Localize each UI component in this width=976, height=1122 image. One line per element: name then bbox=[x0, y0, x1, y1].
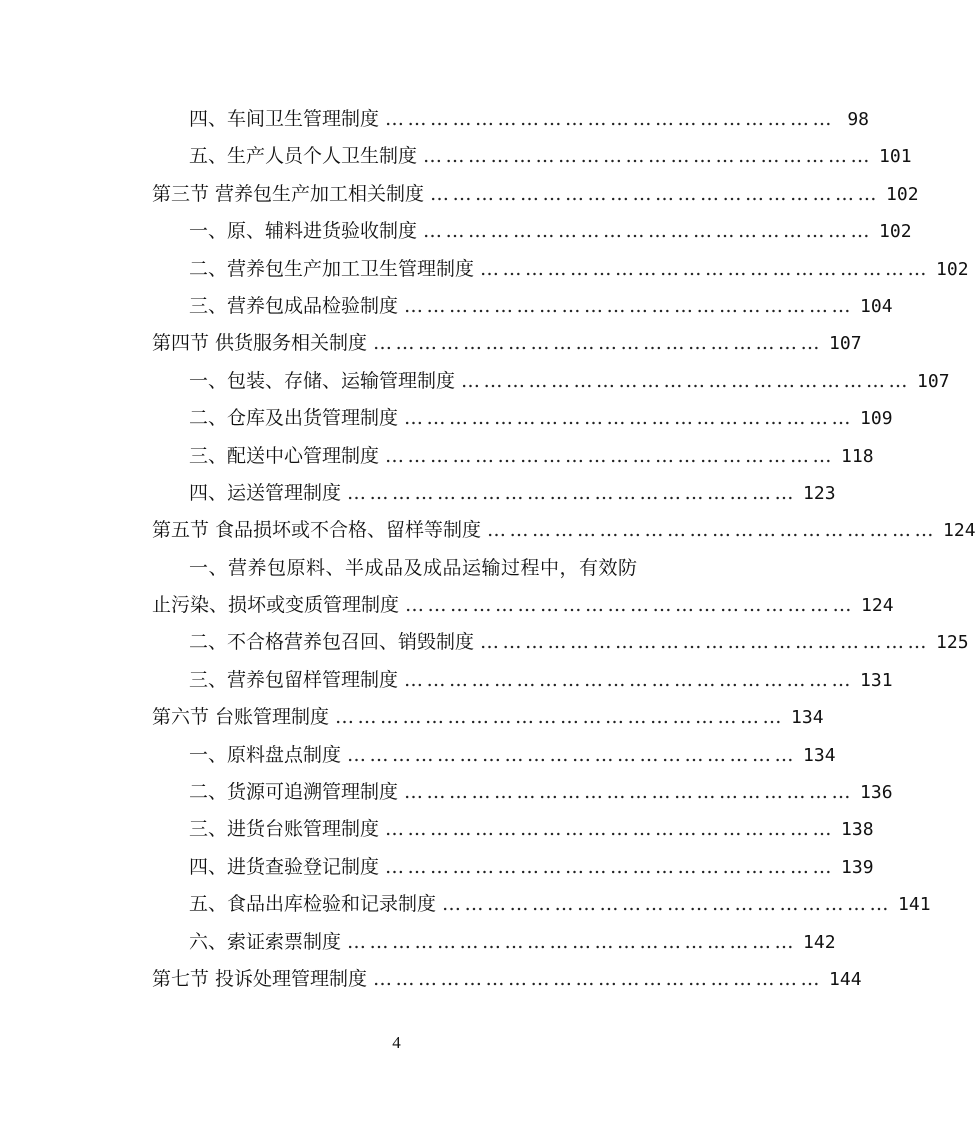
toc-entry[interactable] bbox=[152, 288, 893, 325]
toc-section-entry[interactable] bbox=[152, 961, 862, 998]
toc-entry-title: 二、不合格营养包召回、销毁制度 bbox=[189, 631, 475, 654]
toc-entry-title: 四、进货查验登记制度 bbox=[189, 855, 380, 878]
toc-entry[interactable] bbox=[152, 213, 912, 250]
page-number: 4 bbox=[392, 1033, 401, 1052]
toc-entry[interactable] bbox=[152, 624, 969, 661]
toc-leader-dots: …………………………………………………… bbox=[461, 369, 912, 392]
toc-entry-title: 一、原料盘点制度 bbox=[189, 743, 342, 766]
toc-entry-page: 142 bbox=[803, 931, 836, 953]
toc-leader-dots: …………………………………………………… bbox=[347, 743, 798, 766]
toc-leader-dots: …………………………………………………… bbox=[423, 145, 874, 168]
toc-entry-page: 136 bbox=[860, 782, 893, 804]
toc-entry-page: 109 bbox=[860, 408, 893, 430]
toc-leader-dots: …………………………………………………… bbox=[385, 444, 836, 467]
toc-entry[interactable] bbox=[152, 662, 893, 699]
toc-entry-page: 131 bbox=[860, 669, 893, 691]
table-of-contents bbox=[152, 101, 976, 998]
toc-entry-page: 134 bbox=[791, 707, 824, 729]
toc-section-entry[interactable] bbox=[152, 512, 976, 549]
toc-entry-page: 118 bbox=[841, 445, 874, 467]
toc-entry-page: 101 bbox=[879, 146, 912, 168]
toc-leader-dots: …………………………………………………… bbox=[405, 594, 856, 617]
toc-entry-title: 一、营养包原料、半成品及成品运输过程中，有效防 bbox=[189, 556, 638, 579]
toc-leader-dots: …………………………………………………… bbox=[385, 855, 836, 878]
toc-leader-dots: …………………………………………………… bbox=[373, 967, 824, 990]
toc-entry-page: 144 bbox=[829, 968, 862, 990]
toc-entry-title: 第四节 供货服务相关制度 bbox=[152, 332, 368, 355]
toc-entry[interactable] bbox=[152, 101, 870, 138]
toc-entry-title: 第七节 投诉处理管理制度 bbox=[152, 967, 368, 990]
toc-entry-page: 124 bbox=[861, 595, 894, 617]
toc-leader-dots: …………………………………………………… bbox=[335, 706, 786, 729]
toc-entry-continuation[interactable] bbox=[152, 587, 894, 624]
toc-entry[interactable] bbox=[152, 849, 874, 886]
toc-leader-dots: …………………………………………………… bbox=[430, 182, 881, 205]
toc-entry-title: 四、车间卫生管理制度 bbox=[189, 108, 380, 130]
toc-entry-title: 一、原、辅料进货验收制度 bbox=[189, 220, 418, 243]
toc-entry-title: 一、包装、存储、运输管理制度 bbox=[189, 369, 456, 392]
toc-leader-dots: …………………………………………………… bbox=[404, 294, 855, 317]
toc-entry-title: 四、运送管理制度 bbox=[189, 481, 342, 504]
toc-entry-page: 98 bbox=[847, 109, 870, 130]
toc-section-entry[interactable] bbox=[152, 176, 919, 213]
toc-entry-title: 止污染、损坏或变质管理制度 bbox=[152, 594, 400, 617]
toc-entry-title: 五、食品出库检验和记录制度 bbox=[189, 893, 437, 916]
toc-leader-dots: …………………………………………………… bbox=[404, 781, 855, 804]
toc-entry-title: 第六节 台账管理制度 bbox=[152, 706, 330, 729]
toc-entry-title: 六、索证索票制度 bbox=[189, 930, 342, 953]
toc-entry[interactable] bbox=[152, 475, 836, 512]
toc-entry-page: 102 bbox=[886, 183, 919, 205]
toc-entry-page: 102 bbox=[879, 221, 912, 243]
toc-leader-dots: …………………………………………………… bbox=[442, 893, 893, 916]
toc-entry-page: 104 bbox=[860, 295, 893, 317]
toc-section-entry[interactable] bbox=[152, 325, 862, 362]
toc-entry-wrapped-line[interactable] bbox=[152, 550, 674, 587]
toc-entry-page: 123 bbox=[803, 482, 836, 504]
toc-entry-title: 第五节 食品损坏或不合格、留样等制度 bbox=[152, 519, 482, 542]
toc-leader-dots: …………………………………………………… bbox=[347, 481, 798, 504]
toc-leader-dots: …………………………………………………… bbox=[404, 407, 855, 430]
toc-entry-title: 二、营养包生产加工卫生管理制度 bbox=[189, 257, 475, 280]
toc-entry-title: 第三节 营养包生产加工相关制度 bbox=[152, 182, 425, 205]
toc-entry-title: 二、货源可追溯管理制度 bbox=[189, 781, 399, 804]
toc-entry-title: 五、生产人员个人卫生制度 bbox=[189, 145, 418, 168]
toc-entry[interactable] bbox=[152, 438, 874, 475]
toc-leader-dots: …………………………………………………… bbox=[385, 108, 836, 130]
toc-leader-dots: …………………………………………………… bbox=[423, 220, 874, 243]
toc-entry-page: 134 bbox=[803, 744, 836, 766]
toc-leader-dots: …………………………………………………… bbox=[385, 818, 836, 841]
toc-leader-dots: …………………………………………………… bbox=[404, 668, 855, 691]
toc-entry[interactable] bbox=[152, 400, 893, 437]
toc-entry-title: 三、进货台账管理制度 bbox=[189, 818, 380, 841]
toc-section-entry[interactable] bbox=[152, 699, 824, 736]
toc-entry[interactable] bbox=[152, 774, 893, 811]
toc-entry-page: 141 bbox=[898, 894, 931, 916]
toc-entry[interactable] bbox=[152, 886, 931, 923]
toc-entry[interactable] bbox=[152, 737, 836, 774]
toc-entry-title: 三、配送中心管理制度 bbox=[189, 444, 380, 467]
toc-entry-page: 107 bbox=[829, 333, 862, 355]
toc-entry[interactable] bbox=[152, 138, 912, 175]
toc-entry-page: 107 bbox=[917, 370, 950, 392]
toc-entry-page: 139 bbox=[841, 856, 874, 878]
toc-entry-page: 125 bbox=[936, 632, 969, 654]
toc-entry-page: 124 bbox=[943, 520, 976, 542]
toc-entry-title: 三、营养包留样管理制度 bbox=[189, 668, 399, 691]
toc-entry-page: 102 bbox=[936, 258, 969, 280]
toc-leader-dots: …………………………………………………… bbox=[487, 519, 938, 542]
toc-leader-dots: …………………………………………………… bbox=[347, 930, 798, 953]
toc-entry[interactable] bbox=[152, 251, 969, 288]
toc-leader-dots: …………………………………………………… bbox=[480, 257, 931, 280]
toc-entry-page: 138 bbox=[841, 819, 874, 841]
toc-entry[interactable] bbox=[152, 811, 874, 848]
toc-leader-dots: …………………………………………………… bbox=[373, 332, 824, 355]
toc-leader-dots: …………………………………………………… bbox=[480, 631, 931, 654]
toc-entry[interactable] bbox=[152, 363, 950, 400]
toc-entry[interactable] bbox=[152, 924, 836, 961]
toc-entry-title: 三、营养包成品检验制度 bbox=[189, 294, 399, 317]
toc-entry-title: 二、仓库及出货管理制度 bbox=[189, 407, 399, 430]
